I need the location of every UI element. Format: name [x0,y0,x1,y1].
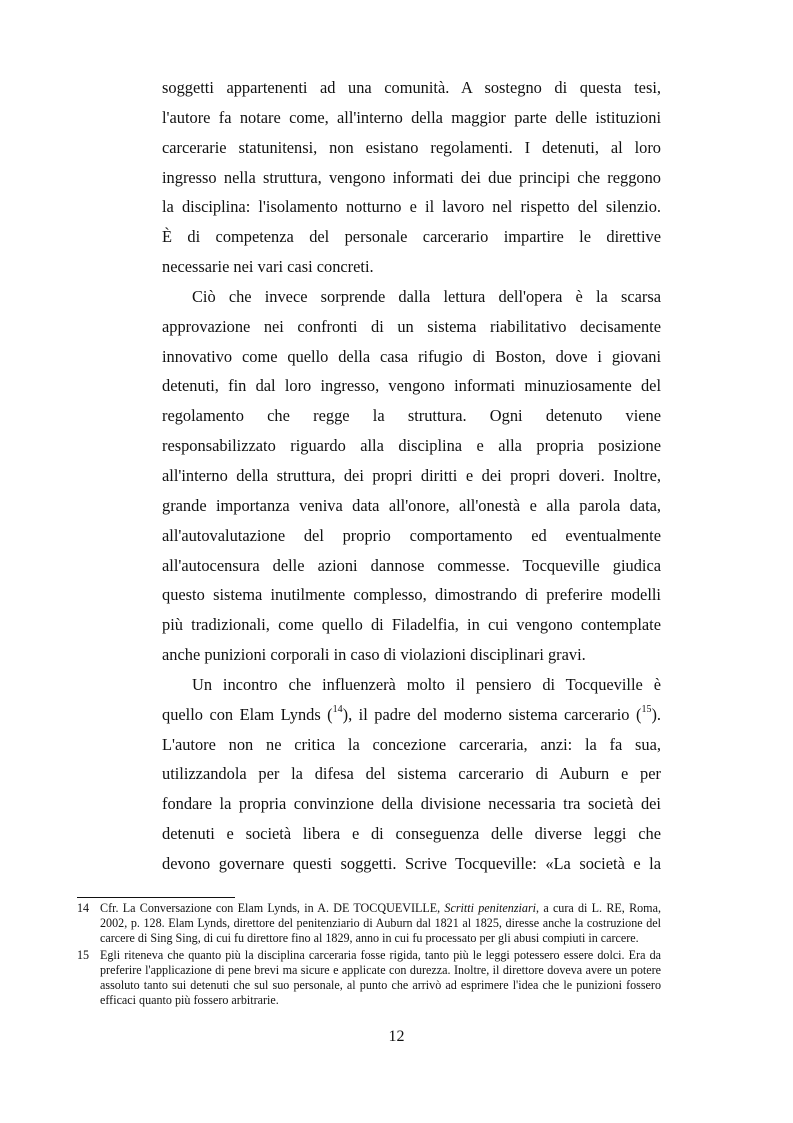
text-line: questo sistema inutilmente complesso, dimostrando di preferire modelli [162,585,661,605]
text-line: fondare la propria convinzione della divisione necessaria tra società dei [162,794,661,814]
footnote-number: 14 [77,901,90,915]
text-line: detenuti e società libera e di conseguenza delle diverse leggi che [162,824,661,844]
text-line-with-refs [162,700,661,730]
text-line: all'interno della struttura, dei propri diritti e dei propri doveri. Inoltre, [162,465,661,485]
text-fragment: quello con Elam Lynds ( [162,704,333,724]
footnote-line: 2002, p. 128. Elam Lynds, direttore del penitenziario di Auburn dal 1821 al 1825, diresse anche la costruzione del [100,916,661,930]
text-line: all'autovalutazione del proprio comportamento ed eventualmente [162,525,661,545]
footnote-separator [77,897,235,898]
footnote-14 [77,901,661,946]
text-fragment: , a cura di L. RE, Roma, [536,901,661,915]
footnote-line: carcere di Sing Sing, di cui fu direttore fino al 1829, anno in cui fu processato per gli abusi compiuti in carcere. [100,931,639,945]
text-line: È di competenza del personale carcerario impartire le direttive [162,227,661,247]
text-line: L'autore non ne critica la concezione carceraria, anzi: la fa sua, [162,734,661,754]
text-line: la disciplina: l'isolamento notturno e il lavoro nel rispetto del silenzio. [162,197,661,217]
text-line: ingresso nella struttura, vengono informati dei due principi che reggono [162,167,661,187]
text-line: regolamento che regge la struttura. Ogni detenuto viene [162,406,661,426]
text-line: responsabilizzato riguardo alla disciplina e alla propria posizione [162,436,661,456]
footnote-line [100,901,661,916]
footnote-15 [77,948,661,1008]
footnote-ref-14[interactable]: 14 [332,704,343,716]
text-line: più tradizionali, come quello di Filadelfia, in cui vengono contemplate [162,615,661,635]
text-line: all'autocensura delle azioni dannose commesse. Tocqueville giudica [162,555,661,575]
footnote-line: efficaci quanto più fossero arbitrarie. [100,993,279,1007]
footnote-number: 15 [77,948,90,962]
text-fragment: Cfr. La Conversazione con Elam Lynds, in A. DE TOCQUEVILLE, [100,901,445,915]
text-fragment: ), il padre del moderno sistema carcerario ( [342,704,642,724]
book-title: Scritti penitenziari [444,901,537,915]
text-line: anche punizioni corporali in caso di violazioni disciplinari gravi. [162,645,586,665]
footnote-line: assoluto tanto sui detenuti che sul suo personale, al punto che arrivò ad esprimere l'idea che le punizioni fossero [100,978,661,992]
text-line: approvazione nei confronti di un sistema riabilitativo decisamente [162,316,661,336]
text-line: detenuti, fin dal loro ingresso, vengono informati minuziosamente del [162,376,661,396]
text-line: l'autore fa notare come, all'interno della maggior parte delle istituzioni [162,107,661,127]
page-number: 12 [388,1028,405,1045]
text-line: devono governare questi soggetti. Scrive Tocqueville: «La società e la [162,853,661,873]
text-line: necessarie nei vari casi concreti. [162,257,374,277]
footnotes [77,901,661,1010]
footnote-line: preferire l'applicazione di pene brevi ma sicure e applicate con durezza. Inoltre, il direttore doveva avere un potere [100,963,661,977]
footnote-line: Egli riteneva che quanto più la disciplina carceraria fosse rigida, tanto più le leggi potessero essere dolci. Era da [100,948,661,962]
main-text [162,73,661,879]
text-line: grande importanza veniva data all'onore, all'onestà e alla parola data, [162,495,661,515]
text-line: Un incontro che influenzerà molto il pensiero di Tocqueville è [192,674,661,694]
text-line: soggetti appartenenti ad una comunità. A sostegno di questa tesi, [162,78,661,97]
text-line: innovativo come quello della casa rifugio di Boston, dove i giovani [162,346,661,366]
text-line: carcerarie statunitensi, non esistano regolamenti. I detenuti, al loro [162,137,661,157]
footnote-ref-15[interactable]: 15 [641,704,652,716]
text-line: utilizzandola per la difesa del sistema carcerario di Auburn e per [162,764,661,784]
text-line: Ciò che invece sorprende dalla lettura dell'opera è la scarsa [192,286,661,306]
text-fragment: ). [651,704,661,724]
